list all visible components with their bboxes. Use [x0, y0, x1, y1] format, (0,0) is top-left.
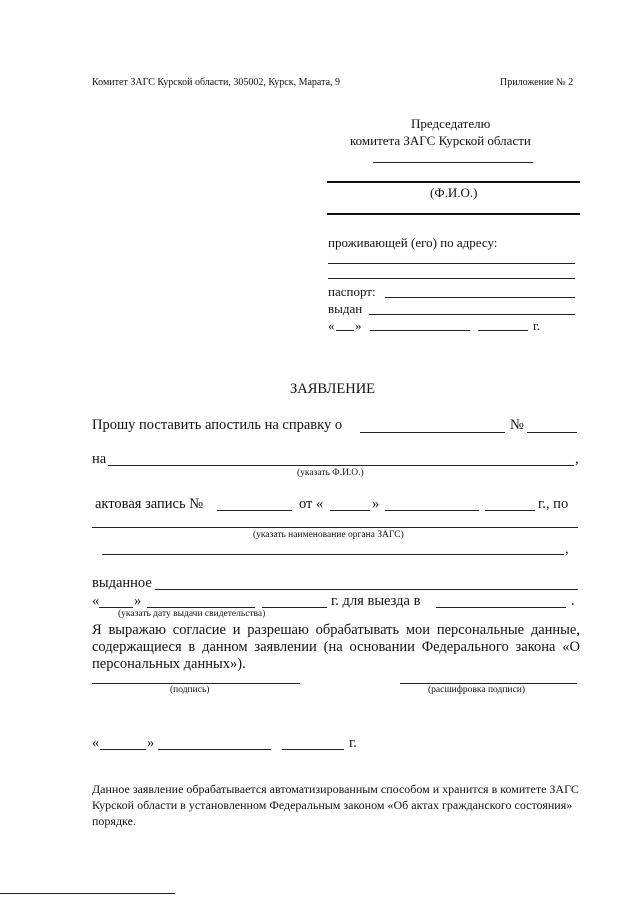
- document-title: ЗАЯВЛЕНИЕ: [290, 381, 376, 397]
- exit-label: г. для выезда в: [331, 593, 421, 609]
- sign-year-suffix: г.: [349, 735, 357, 751]
- exit-country-line[interactable]: [436, 607, 566, 608]
- zags-name-line-1[interactable]: [92, 527, 578, 528]
- sign-date-open: «: [92, 735, 100, 751]
- address-line-1[interactable]: [328, 263, 575, 264]
- applicant-fio-line[interactable]: [327, 181, 580, 183]
- residing-label: проживающей (его) по адресу:: [328, 235, 498, 250]
- record-from: от «: [299, 496, 324, 512]
- signature-hint: (подпись): [170, 685, 210, 695]
- passport-label: паспорт:: [328, 284, 376, 299]
- address-line-2[interactable]: [328, 278, 575, 279]
- record-year-po: г., по: [538, 496, 569, 512]
- issue-year-line[interactable]: [478, 330, 528, 331]
- sign-day-line[interactable]: [100, 749, 146, 750]
- signature-line[interactable]: [92, 683, 300, 684]
- date-quote-open: «: [328, 318, 335, 333]
- zags-name-line-2[interactable]: [102, 554, 564, 555]
- period: .: [571, 593, 575, 609]
- number-sign: №: [510, 417, 524, 433]
- record-month-line[interactable]: [385, 510, 479, 511]
- passport-line[interactable]: [385, 297, 575, 298]
- sign-year-line[interactable]: [282, 749, 344, 750]
- sign-month-line[interactable]: [158, 749, 271, 750]
- issued-certificate-label: выданное: [92, 575, 152, 591]
- comma-2: ,: [565, 541, 569, 557]
- fio-caption: (Ф.И.О.): [430, 185, 478, 200]
- sign-date-close: »: [147, 735, 155, 751]
- record-year-line[interactable]: [485, 510, 535, 511]
- issued-by-line[interactable]: [369, 314, 575, 315]
- issue-year-suffix: г.: [533, 318, 541, 333]
- issued-label: выдан: [328, 301, 363, 316]
- record-day-line[interactable]: [330, 510, 370, 511]
- issue-date-open: «: [92, 593, 100, 609]
- date-hint: (указать дату выдачи свидетельства): [118, 609, 266, 619]
- comma-1: ,: [575, 451, 579, 467]
- fio-hint: (указать Ф.И.О.): [297, 468, 364, 478]
- issue-date-month-line[interactable]: [147, 607, 255, 608]
- issue-date-day-line[interactable]: [99, 607, 133, 608]
- zags-hint: (указать наименование органа ЗАГС): [253, 530, 404, 540]
- on-label: на: [92, 451, 107, 467]
- record-prefix: актовая запись №: [95, 496, 204, 512]
- record-quote-close: »: [372, 496, 380, 512]
- org-address: Комитет ЗАГС Курской области, 305002, Курск, Марата, 9: [92, 77, 341, 88]
- scan-edge-line: [0, 893, 175, 894]
- request-prefix: Прошу поставить апостиль на справку о: [92, 417, 343, 433]
- issue-date-year-line[interactable]: [262, 607, 327, 608]
- signature-decode-line[interactable]: [400, 683, 577, 684]
- record-number-line[interactable]: [217, 510, 292, 511]
- issued-certificate-line[interactable]: [155, 589, 578, 590]
- issue-day-line[interactable]: [336, 330, 354, 331]
- applicant-fio-line-2[interactable]: [327, 213, 580, 215]
- chair-name-line[interactable]: [373, 162, 533, 163]
- addressee-line2: комитета ЗАГС Курской области: [350, 133, 531, 148]
- issue-date-close: »: [134, 593, 142, 609]
- consent-paragraph: Я выражаю согласие и разрешаю обрабатывать мои персональные данные, содержащиеся в данном заявлении (на основании Федерального закона «О персональных данных»).: [92, 622, 580, 672]
- issue-month-line[interactable]: [370, 330, 470, 331]
- footer-note: Данное заявление обрабатывается автоматизированным способом и хранится в комитете ЗАГС Курской области в установленном Федеральным законом «Об актах гражданского состояния» порядке.: [92, 782, 579, 828]
- certificate-type-line[interactable]: [360, 432, 505, 433]
- appendix-label: Приложение № 2: [500, 77, 574, 88]
- date-quote-close: »: [355, 318, 362, 333]
- certificate-number-line[interactable]: [527, 432, 577, 433]
- addressee-line1: Председателю: [411, 116, 491, 131]
- person-fio-line[interactable]: [108, 465, 574, 466]
- signature-decode-hint: (расшифровка подписи): [428, 685, 525, 695]
